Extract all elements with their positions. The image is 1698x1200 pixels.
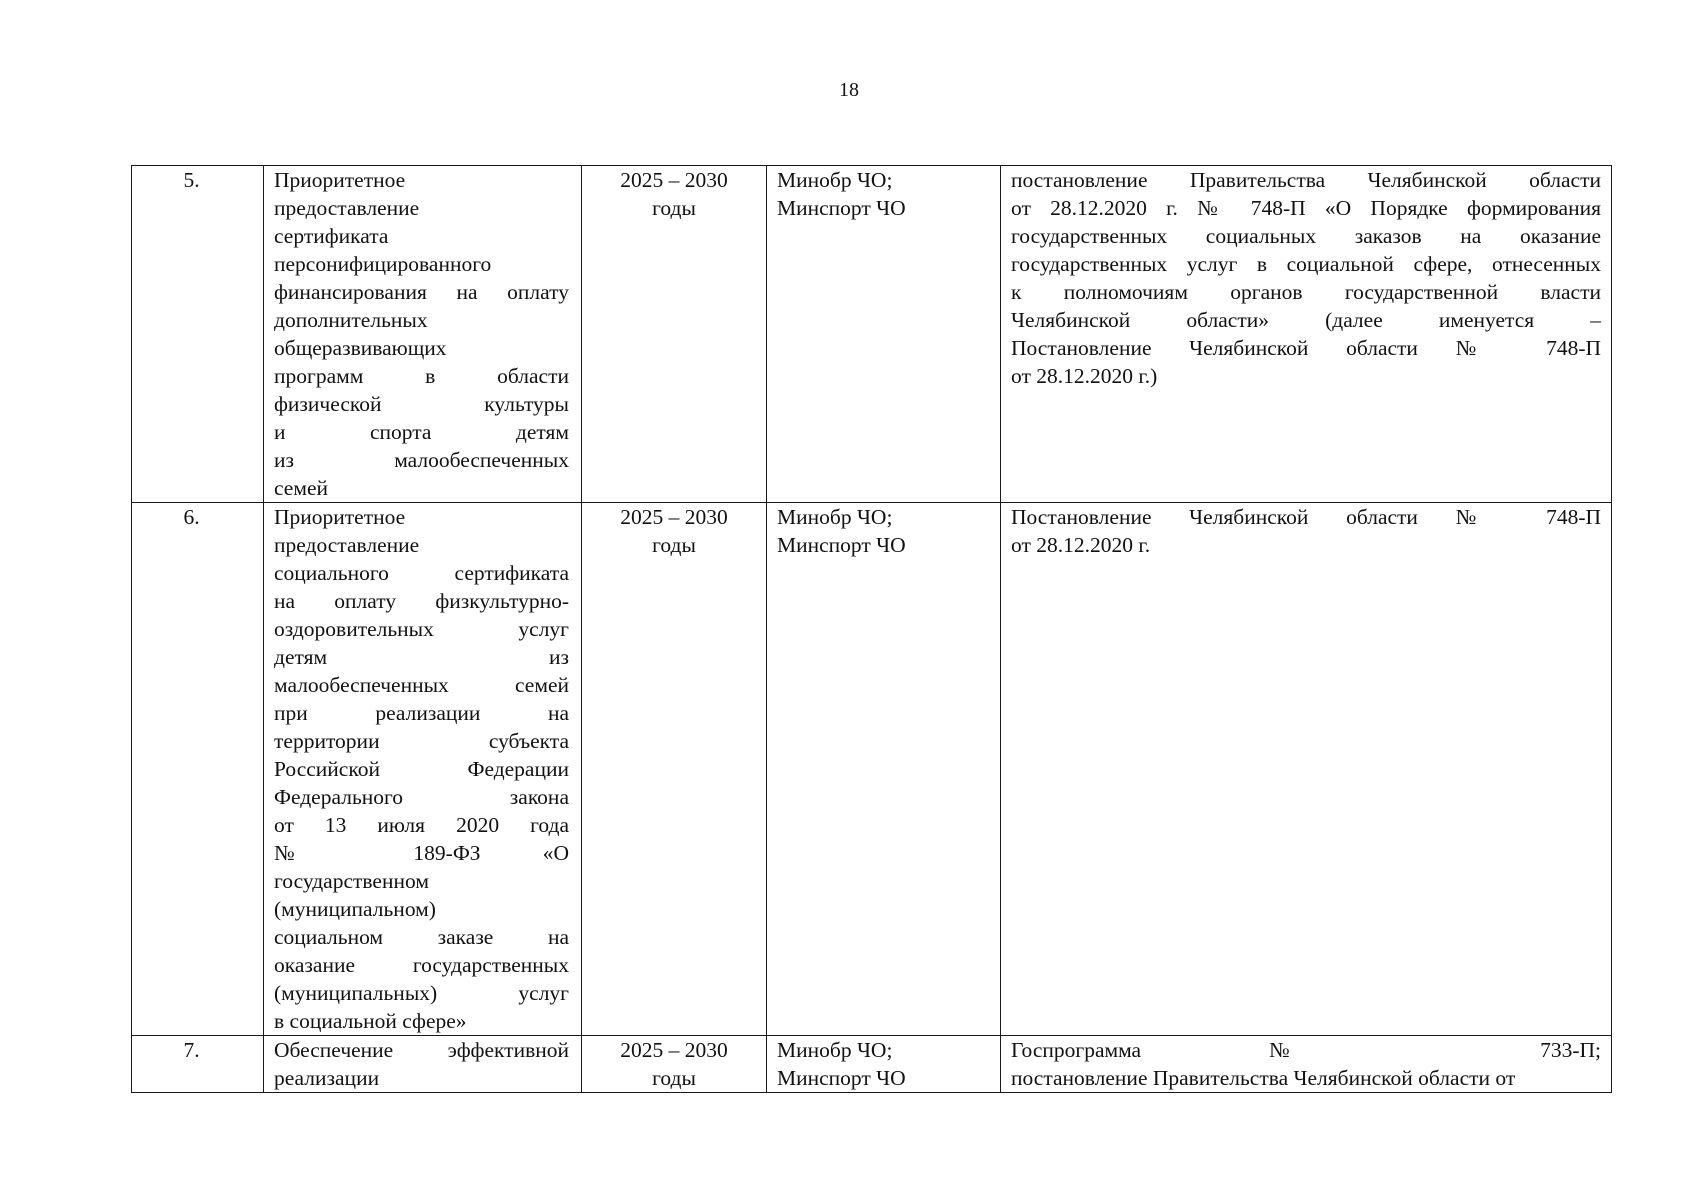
period-line: 2025 – 2030: [620, 1038, 728, 1062]
period-line: годы: [652, 196, 696, 220]
measure-name-line: реализации: [274, 1066, 380, 1090]
executor-cell: [767, 1036, 1001, 1093]
executor-line: Минспорт ЧО: [777, 1066, 906, 1090]
legal-basis-cell: [1001, 166, 1612, 503]
measure-name-line: детям из: [274, 645, 569, 669]
legal-basis-cell: [1001, 503, 1612, 1036]
page-number: 18: [839, 79, 859, 101]
measure-name-line: при реализации на: [274, 701, 569, 725]
legal-basis-line: Госпрограмма № 733-П;: [1011, 1038, 1601, 1062]
legal-basis-line: от 28.12.2020 г.: [1011, 533, 1151, 557]
legal-basis-line: от 28.12.2020 г.): [1011, 364, 1158, 388]
measure-name-line: социального сертификата: [274, 561, 569, 585]
period-line: годы: [652, 533, 696, 557]
measure-name-line: оздоровительных услуг: [274, 617, 569, 641]
measure-name-cell: [264, 166, 582, 503]
legal-basis-line: постановление Правительства Челябинской области от: [1011, 1066, 1516, 1090]
measure-name-line: государственном: [274, 869, 429, 893]
executor-line: Минспорт ЧО: [777, 196, 906, 220]
measure-name-line: программ в области: [274, 364, 569, 388]
measure-name-line: Приоритетное: [274, 168, 406, 192]
legal-basis-line: государственных социальных заказов на оказание: [1011, 224, 1601, 248]
executor-cell: [767, 503, 1001, 1036]
measure-name-line: № 189-ФЗ «О: [274, 841, 569, 865]
measure-name-line: финансирования на оплату: [274, 280, 569, 304]
period-cell: [582, 503, 767, 1036]
row-number: 6.: [183, 505, 200, 529]
row-number: 7.: [183, 1038, 200, 1062]
table-row: [132, 1036, 1612, 1093]
row-number-cell: [132, 1036, 264, 1093]
measure-name-line: из малообеспеченных: [274, 448, 569, 472]
executor-line: Минобр ЧО;: [777, 168, 893, 192]
row-number-cell: [132, 166, 264, 503]
measures-table: [131, 165, 1612, 1093]
measure-name-line: (муниципальных) услуг: [274, 981, 569, 1005]
measure-name-line: семей: [274, 476, 329, 500]
measure-name-cell: [264, 503, 582, 1036]
executor-line: Минспорт ЧО: [777, 533, 906, 557]
table-row: [132, 166, 1612, 503]
legal-basis-line: Постановление Челябинской области № 748-П: [1011, 505, 1601, 529]
legal-basis-line: Постановление Челябинской области № 748-П: [1011, 336, 1601, 360]
measure-name-line: сертификата: [274, 224, 389, 248]
legal-basis-line: от 28.12.2020 г. № 748-П «О Порядке формирования: [1011, 196, 1601, 220]
legal-basis-line: государственных услуг в социальной сфере, отнесенных: [1011, 252, 1601, 276]
period-cell: [582, 1036, 767, 1093]
measure-name-line: общеразвивающих: [274, 336, 447, 360]
measure-name-line: оказание государственных: [274, 953, 569, 977]
measure-name-line: физической культуры: [274, 392, 569, 416]
measure-name-line: от 13 июля 2020 года: [274, 813, 569, 837]
legal-basis-line: к полномочиям органов государственной власти: [1011, 280, 1601, 304]
measure-name-line: Федерального закона: [274, 785, 569, 809]
legal-basis-line: постановление Правительства Челябинской области: [1011, 168, 1601, 192]
measure-name-line: на оплату физкультурно-: [274, 589, 569, 613]
measure-name-line: в социальной сфере»: [274, 1009, 467, 1033]
measure-name-line: и спорта детям: [274, 420, 569, 444]
period-line: годы: [652, 1066, 696, 1090]
measure-name-line: малообеспеченных семей: [274, 673, 569, 697]
period-line: 2025 – 2030: [620, 505, 728, 529]
measure-name-line: (муниципальном): [274, 897, 436, 921]
measure-name-line: Приоритетное: [274, 505, 406, 529]
row-number: 5.: [183, 168, 200, 192]
measure-name-line: персонифицированного: [274, 252, 492, 276]
measure-name-line: социальном заказе на: [274, 925, 569, 949]
measure-name-line: дополнительных: [274, 308, 428, 332]
legal-basis-cell: [1001, 1036, 1612, 1093]
table-row: [132, 503, 1612, 1036]
period-cell: [582, 166, 767, 503]
measure-name-line: Обеспечение эффективной: [274, 1038, 569, 1062]
period-line: 2025 – 2030: [620, 168, 728, 192]
measure-name-line: предоставление: [274, 533, 420, 557]
measure-name-cell: [264, 1036, 582, 1093]
legal-basis-line: Челябинской области» (далее именуется –: [1011, 308, 1601, 332]
measure-name-line: предоставление: [274, 196, 420, 220]
measure-name-line: Российской Федерации: [274, 757, 569, 781]
row-number-cell: [132, 503, 264, 1036]
executor-cell: [767, 166, 1001, 503]
executor-line: Минобр ЧО;: [777, 505, 893, 529]
executor-line: Минобр ЧО;: [777, 1038, 893, 1062]
measure-name-line: территории субъекта: [274, 729, 569, 753]
